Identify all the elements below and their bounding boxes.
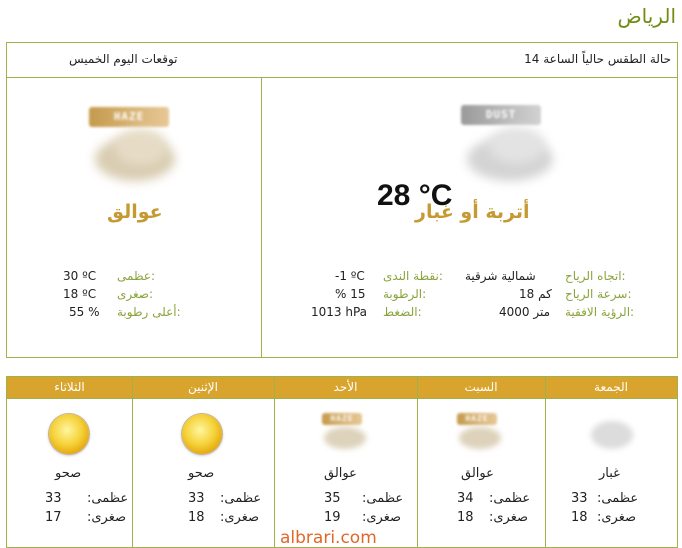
forecast-max-value: 33 xyxy=(571,491,588,506)
today-min-label: صغرى: xyxy=(117,287,154,301)
haze-cloud-icon: HAZE xyxy=(89,107,185,187)
city-title: الرياض xyxy=(617,4,676,28)
dew-point-value: -1 ºC xyxy=(335,269,365,283)
current-temperature: 28 °C xyxy=(377,179,453,212)
today-min-value: 18 ºC xyxy=(63,287,97,301)
forecast-min-value: 18 xyxy=(457,510,474,525)
pressure-value: 1013 hPa xyxy=(311,305,368,319)
pressure-label: الضغط: xyxy=(383,305,422,319)
today-humidity-label: أعلى رطوبة: xyxy=(117,305,181,319)
wind-speed-value: كم 18 xyxy=(519,287,552,301)
visibility-label: الرؤية الافقية: xyxy=(565,305,635,319)
forecast-min-value: 17 xyxy=(45,510,62,525)
dust-cloud-icon: DUST xyxy=(461,105,561,185)
forecast-day-friday xyxy=(545,377,677,547)
forecast-min-value: 18 xyxy=(188,510,205,525)
current-weather-panel xyxy=(6,42,678,358)
haze-cloud-icon: HAZE xyxy=(457,413,503,453)
forecast-max-value: 33 xyxy=(188,491,205,506)
forecast-day-label: السبت xyxy=(464,380,498,394)
today-max-row xyxy=(7,269,261,289)
forecast-min-value: 18 xyxy=(571,510,588,525)
haze-cloud-icon: HAZE xyxy=(322,413,368,453)
forecast-condition: عوالق xyxy=(324,466,357,481)
today-max-label: عظمى: xyxy=(117,269,155,283)
forecast-max-value: 33 xyxy=(45,491,62,506)
sun-icon xyxy=(182,414,222,454)
wind-direction-label: اتجاه الرياح: xyxy=(565,269,626,283)
forecast-condition: غبار xyxy=(599,466,620,481)
sun-icon xyxy=(49,414,89,454)
forecast-max-label: عظمى: xyxy=(489,491,531,506)
forecast-min-label: صغرى: xyxy=(220,510,260,525)
forecast-min-label: صغرى: xyxy=(597,510,637,525)
forecast-min-label: صغرى: xyxy=(362,510,402,525)
forecast-day-saturday xyxy=(417,377,545,547)
wind-speed-row xyxy=(263,287,677,307)
dew-point-label: نقطة الندى: xyxy=(383,269,443,283)
wind-direction-row xyxy=(263,269,677,289)
site-watermark: albrari.com xyxy=(280,528,377,548)
forecast-max-value: 34 xyxy=(457,491,474,506)
forecast-max-label: عظمى: xyxy=(362,491,404,506)
humidity-value: % 15 xyxy=(335,287,366,301)
humidity-label: الرطوبة: xyxy=(383,287,427,301)
forecast-table xyxy=(6,376,678,548)
today-min-row xyxy=(7,287,261,307)
forecast-condition: صحو xyxy=(55,466,82,481)
panel-divider xyxy=(261,77,262,357)
forecast-max-label: عظمى: xyxy=(87,491,129,506)
forecast-condition: صحو xyxy=(188,466,215,481)
forecast-max-label: عظمى: xyxy=(220,491,262,506)
forecast-day-label: الثلاثاء xyxy=(54,380,85,394)
forecast-max-label: عظمى: xyxy=(597,491,639,506)
forecast-max-value: 35 xyxy=(324,491,341,506)
today-forecast-title: توقعات اليوم الخميس xyxy=(69,52,178,66)
forecast-day-label: الأحد xyxy=(333,380,358,394)
current-weather-title: حالة الطقس حالياً الساعة 14 xyxy=(524,52,671,66)
forecast-min-value: 19 xyxy=(324,510,341,525)
panel-header xyxy=(7,43,677,78)
forecast-min-label: صغرى: xyxy=(87,510,127,525)
visibility-value: 4000 متر xyxy=(499,305,551,319)
today-humidity-row xyxy=(7,305,261,325)
forecast-condition: عوالق xyxy=(461,466,494,481)
today-max-value: 30 ºC xyxy=(63,269,97,283)
forecast-day-sunday xyxy=(274,377,417,547)
visibility-row xyxy=(263,305,677,325)
forecast-day-monday xyxy=(132,377,274,547)
wind-direction-value: شمالية شرقية xyxy=(465,269,536,283)
dust-cloud-icon xyxy=(589,413,635,453)
current-condition: أتربة أو غبار xyxy=(415,201,530,223)
forecast-day-label: الإثنين xyxy=(188,380,218,394)
forecast-min-label: صغرى: xyxy=(489,510,529,525)
today-condition: عوالق xyxy=(107,201,163,223)
wind-speed-label: سرعة الرياح: xyxy=(565,287,632,301)
forecast-day-tuesday xyxy=(7,377,132,547)
forecast-day-label: الجمعة xyxy=(594,380,628,394)
today-humidity-value: 55 % xyxy=(69,305,100,319)
